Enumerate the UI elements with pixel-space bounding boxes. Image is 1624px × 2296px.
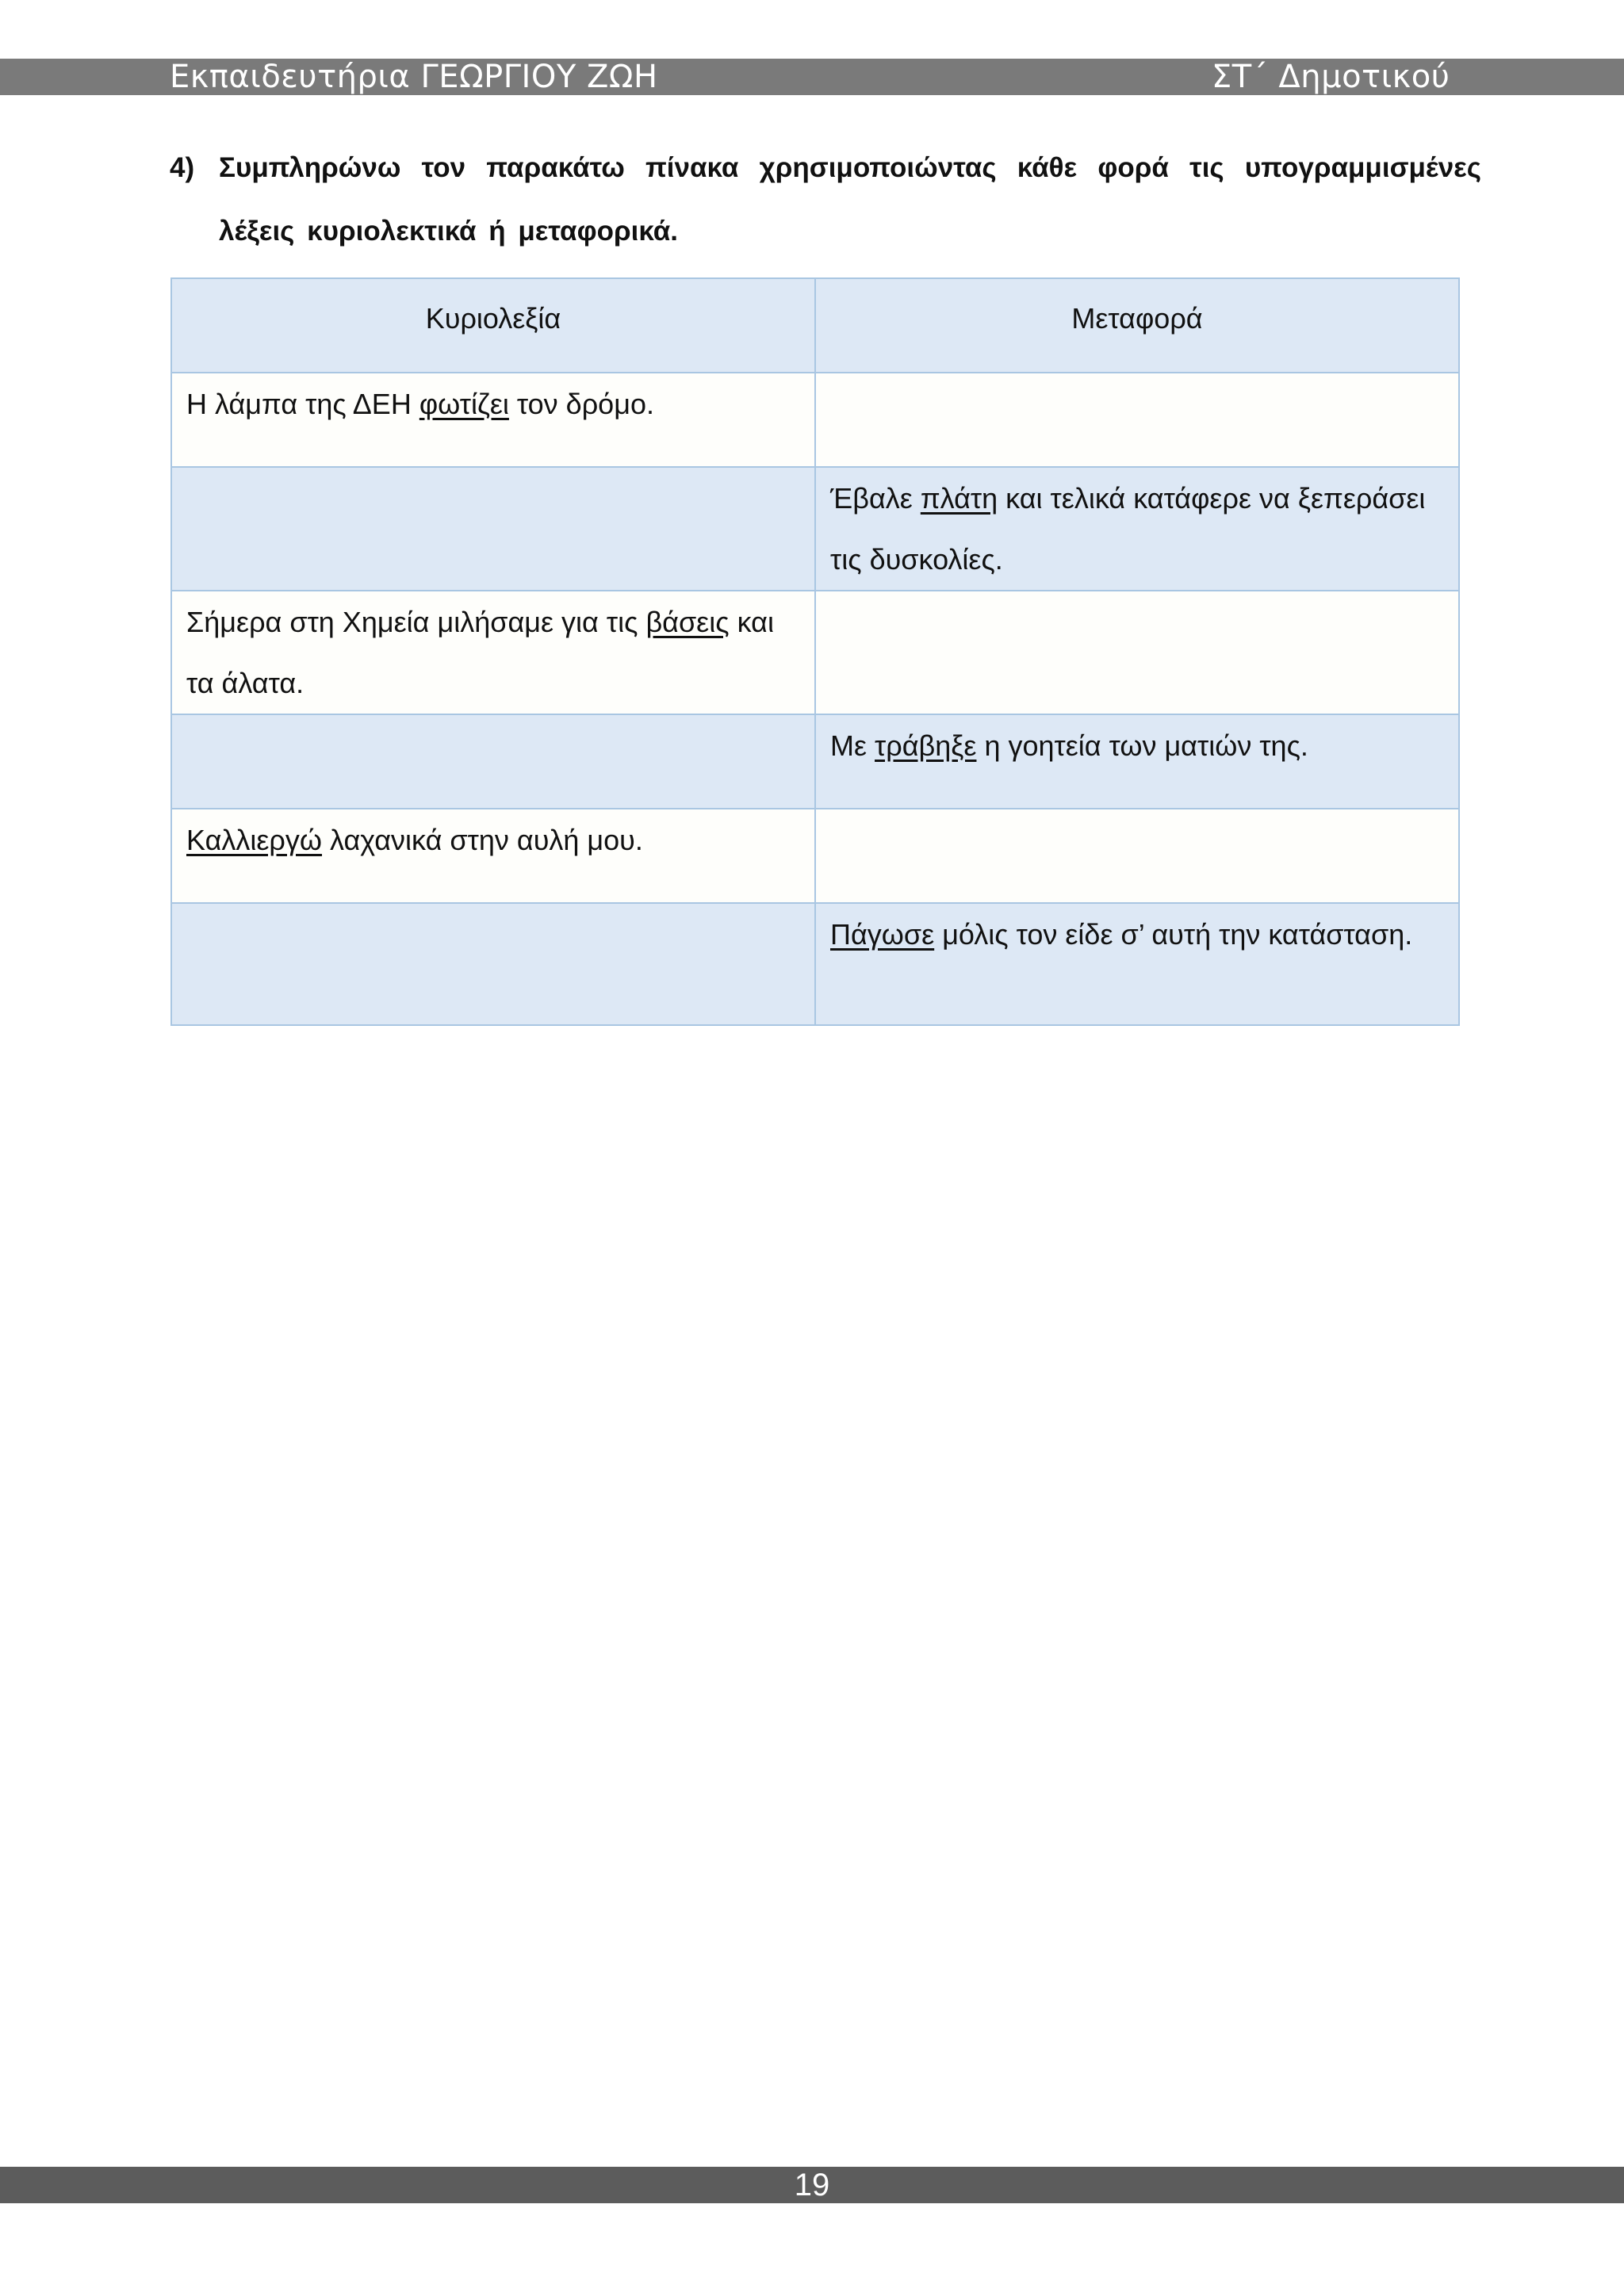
cell-text: λαχανικά στην αυλή μου.	[322, 824, 643, 856]
table-header-row	[171, 278, 1459, 373]
cell-text: τον δρόμο.	[508, 388, 654, 420]
cell-text: Με	[830, 729, 875, 762]
table-row	[171, 903, 1459, 1025]
literal-answer-cell[interactable]	[171, 714, 815, 809]
underlined-word: τράβηξε	[875, 729, 977, 762]
metaphor-cell	[815, 903, 1459, 1025]
header-grade: ΣΤ΄ Δημοτικού	[1212, 59, 1450, 95]
metaphor-cell	[815, 714, 1459, 809]
underlined-word: Πάγωσε	[830, 918, 935, 951]
cell-text: μόλις τον είδε σ’ αυτή την κατάσταση.	[934, 918, 1413, 951]
metaphor-answer-cell[interactable]	[815, 809, 1459, 903]
table-row	[171, 591, 1459, 714]
column-header-literal: Κυριολεξία	[171, 278, 815, 373]
cell-text: Σήμερα στη Χημεία μιλήσαμε για τις	[186, 606, 646, 638]
exercise-number: 4)	[170, 152, 195, 183]
cell-text: και τελικά κατάφερε να ξεπεράσει τις δυσκολίες.	[830, 482, 1426, 576]
header-school-name: Εκπαιδευτήρια ΓΕΩΡΓΙΟΥ ΖΩΗ	[170, 59, 658, 95]
underlined-word: Καλλιεργώ	[186, 824, 323, 856]
cell-text: Έβαλε	[830, 482, 921, 515]
literal-cell	[171, 373, 815, 467]
literal-answer-cell[interactable]	[171, 467, 815, 591]
table-row	[171, 467, 1459, 591]
literal-metaphor-table	[170, 277, 1460, 1026]
underlined-word: βάσεις	[645, 606, 730, 638]
metaphor-cell	[815, 467, 1459, 591]
literal-cell	[171, 809, 815, 903]
literal-answer-cell[interactable]	[171, 903, 815, 1025]
exercise-text: Συμπληρώνω τον παρακάτω πίνακα χρησιμοποιώντας κάθε φορά τις υπογραμμισμένες λέξεις κυριολεκτικά ή μεταφορικά.	[219, 152, 1481, 247]
table-row	[171, 809, 1459, 903]
metaphor-answer-cell[interactable]	[815, 591, 1459, 714]
cell-text: η γοητεία των ματιών της.	[976, 729, 1308, 762]
cell-text: Η λάμπα της ΔΕΗ	[186, 388, 419, 420]
table-row	[171, 373, 1459, 467]
cell-text: και τα άλατα.	[186, 606, 774, 699]
literal-cell	[171, 591, 815, 714]
table-row	[171, 714, 1459, 809]
column-header-metaphor: Μεταφορά	[815, 278, 1459, 373]
metaphor-answer-cell[interactable]	[815, 373, 1459, 467]
underlined-word: πλάτη	[920, 482, 998, 515]
underlined-word: φωτίζει	[419, 388, 509, 420]
page-number: 19	[794, 2168, 830, 2202]
